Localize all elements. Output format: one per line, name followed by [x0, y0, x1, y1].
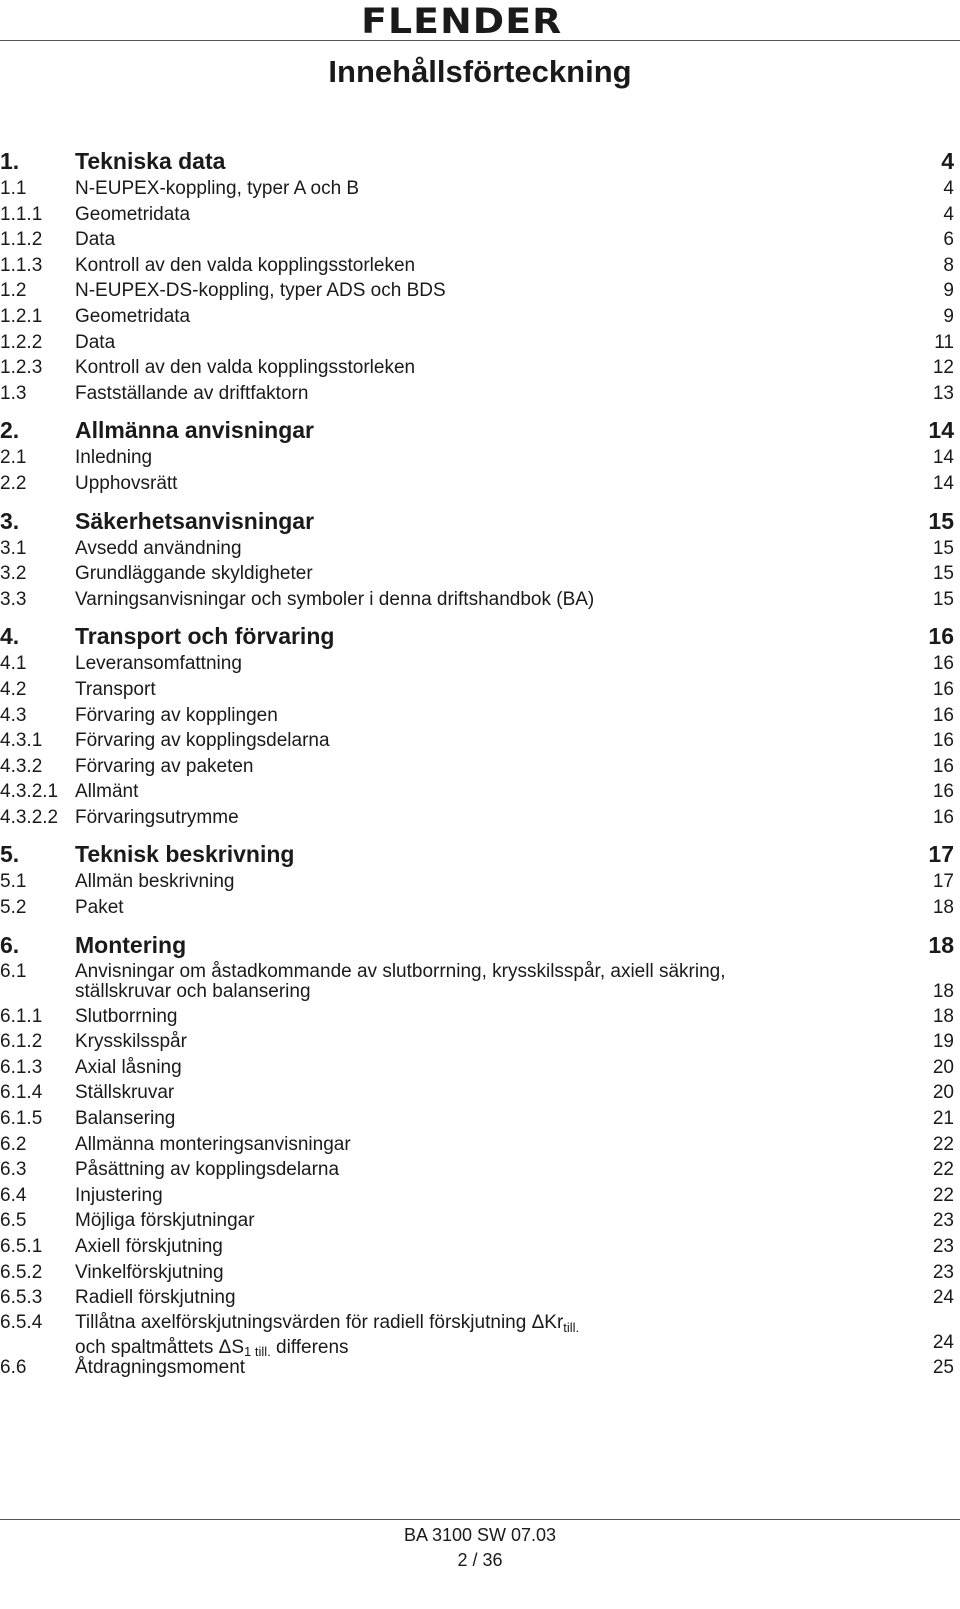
entry-page: 25 [932, 1356, 954, 1378]
section-title: Allmänna anvisningar [75, 417, 315, 444]
delta-kr-subscript: till. [563, 1319, 580, 1335]
header-rule [0, 40, 960, 41]
entry-title [75, 962, 726, 1002]
entry-page: 18 [932, 980, 954, 1002]
toc-entry[interactable] [0, 754, 960, 780]
entry-number: 1.1 [0, 178, 27, 199]
entry-number: 6.5.2 [0, 1261, 43, 1283]
entry-title-line1: Anvisningar om åstadkommande av slutborrning, krysskilsspår, axiell säkring, [75, 960, 726, 982]
entry-title: Balansering [75, 1108, 176, 1130]
entry-title-line2: och spaltmåttets [75, 1336, 219, 1358]
entry-title: Upphovsrätt [75, 472, 178, 494]
entry-number: 6.5.4 [0, 1311, 43, 1333]
toc-entry[interactable] [0, 278, 960, 304]
entry-title: Inledning [75, 447, 153, 469]
entry-number: 6.1.2 [0, 1031, 43, 1053]
toc-entry[interactable] [0, 703, 960, 729]
toc-entry[interactable] [0, 960, 960, 1004]
entry-page: 15 [932, 563, 954, 585]
entry-title: Slutborrning [75, 1005, 178, 1027]
entry-number: 4.3.2.1 [0, 781, 59, 803]
entry-page: 16 [932, 678, 954, 700]
entry-title: Grundläggande skyldigheter [75, 563, 313, 585]
toc-entry[interactable] [0, 1208, 960, 1234]
section-title: Montering [75, 931, 187, 958]
entry-title: Allmän beskrivning [75, 871, 235, 893]
entry-page: 24 [932, 1331, 954, 1353]
entry-title: Paket [75, 897, 124, 919]
entry-title-line1: Tillåtna axelförskjutningsvärden för radiell förskjutning [75, 1311, 532, 1333]
toc-entry[interactable] [0, 1055, 960, 1081]
toc-entry[interactable] [0, 330, 960, 356]
entry-page: 22 [932, 1133, 954, 1155]
delta-s-subscript: 1 till. [244, 1343, 271, 1359]
delta-kr-symbol: ΔKr [531, 1311, 564, 1333]
toc-section-heading[interactable] [0, 930, 960, 960]
entry-number: 1.1.3 [0, 254, 43, 276]
toc-section-heading[interactable] [0, 839, 960, 869]
entry-number: 1.2.1 [0, 305, 43, 327]
toc-entry[interactable] [0, 1234, 960, 1260]
toc-entry[interactable] [0, 1106, 960, 1132]
toc-entry[interactable] [0, 253, 960, 279]
section-page: 14 [928, 417, 954, 444]
toc-entry[interactable] [0, 536, 960, 562]
entry-page: 20 [932, 1056, 954, 1078]
entry-page: 22 [932, 1184, 954, 1206]
section-page: 16 [928, 623, 954, 650]
entry-number: 6.2 [0, 1133, 27, 1155]
entry-title: N-EUPEX-koppling, typer A och B [75, 178, 360, 199]
entry-title: Påsättning av kopplingsdelarna [75, 1159, 340, 1181]
entry-page: 11 [934, 331, 954, 353]
entry-title: N-EUPEX-DS-koppling, typer ADS och BDS [75, 280, 446, 302]
entry-title: Geometridata [75, 203, 191, 225]
footer-rule [0, 1519, 960, 1520]
toc-entry[interactable] [0, 587, 960, 613]
flender-logo: FLENDER [360, 2, 562, 42]
toc-entry[interactable] [0, 869, 960, 895]
toc-entry[interactable] [0, 805, 960, 831]
entry-title: Åtdragningsmoment [75, 1356, 246, 1378]
table-of-contents [0, 146, 960, 1389]
entry-title: Förvaring av paketen [75, 755, 254, 777]
entry-title: Allmänt [75, 781, 139, 803]
toc-entry[interactable] [0, 779, 960, 805]
entry-page: 16 [932, 755, 954, 777]
section-number: 5. [0, 841, 20, 868]
toc-entry[interactable] [0, 381, 960, 407]
entry-number: 1.3 [0, 382, 27, 404]
toc-entry[interactable] [0, 355, 960, 381]
entry-number: 2.2 [0, 472, 27, 494]
entry-number: 4.3.2.2 [0, 806, 59, 828]
entry-page: 24 [932, 1287, 954, 1309]
entry-number: 6.5.3 [0, 1287, 43, 1309]
toc-entry[interactable] [0, 1029, 960, 1055]
entry-page: 16 [932, 653, 954, 675]
entry-number: 6.1 [0, 960, 27, 982]
section-page: 15 [928, 507, 954, 534]
toc-entry[interactable] [0, 677, 960, 703]
entry-number: 3.2 [0, 563, 27, 585]
section-number: 2. [0, 417, 20, 444]
toc-entry[interactable] [0, 651, 960, 677]
section-page: 4 [941, 148, 954, 174]
toc-section [0, 839, 960, 920]
entry-title: Axiell förskjutning [75, 1236, 223, 1257]
entry-page: 4 [943, 203, 954, 225]
entry-number: 1.2.3 [0, 357, 43, 379]
entry-page: 16 [932, 730, 954, 752]
section-title: Teknisk beskrivning [75, 841, 295, 868]
entry-title: Kontroll av den valda kopplingsstorleken [75, 254, 416, 276]
entry-title: Data [75, 331, 116, 353]
section-number: 6. [0, 931, 20, 958]
entry-title: Radiell förskjutning [75, 1287, 236, 1309]
entry-number: 4.3.1 [0, 730, 43, 752]
toc-entry[interactable] [0, 1004, 960, 1030]
entry-title: Förvaringsutrymme [75, 806, 239, 828]
entry-page: 23 [932, 1236, 954, 1257]
entry-number: 1.2 [0, 280, 27, 302]
entry-page: 19 [932, 1031, 954, 1053]
entry-number: 6.4 [0, 1184, 27, 1206]
entry-page: 9 [943, 305, 954, 327]
entry-number: 6.1.1 [0, 1005, 43, 1027]
entry-number: 4.3 [0, 704, 27, 726]
entry-title: Varningsanvisningar och symboler i denna driftshandbok (BA) [75, 588, 595, 610]
toc-entry[interactable] [0, 202, 960, 228]
toc-entry[interactable] [0, 1260, 960, 1286]
toc-section-heading[interactable] [0, 415, 960, 445]
entry-page: 8 [943, 254, 954, 276]
toc-entry[interactable] [0, 304, 960, 330]
entry-page: 15 [932, 537, 954, 559]
toc-entry[interactable] [0, 1157, 960, 1183]
entry-number: 1.2.2 [0, 331, 43, 353]
delta-s-symbol: ΔS [218, 1336, 244, 1358]
entry-number: 6.5 [0, 1210, 27, 1232]
entry-title: Avsedd användning [75, 537, 242, 559]
toc-section [0, 146, 960, 406]
page-title: Innehållsförteckning [328, 54, 632, 89]
entry-page: 20 [932, 1082, 954, 1104]
section-title: Tekniska data [75, 148, 226, 174]
entry-title: Data [75, 229, 116, 251]
toc-section [0, 415, 960, 496]
entry-title: Vinkelförskjutning [75, 1261, 224, 1283]
entry-page: 16 [932, 781, 954, 803]
entry-title-line2: ställskruvar och balansering [75, 980, 311, 1002]
entry-page: 18 [932, 897, 954, 919]
section-number: 1. [0, 148, 20, 174]
entry-title-tail: differens [270, 1336, 349, 1358]
entry-number: 6.6 [0, 1356, 27, 1378]
entry-title: Ställskruvar [75, 1082, 175, 1104]
entry-title: Leveransomfattning [75, 653, 242, 675]
toc-entry[interactable] [0, 471, 960, 497]
entry-title: Injustering [75, 1184, 163, 1206]
entry-page: 15 [932, 588, 954, 610]
page-number: 2 / 36 [457, 1550, 503, 1570]
entry-number: 3.3 [0, 588, 27, 610]
entry-title: Fastställande av driftfaktorn [75, 382, 309, 404]
toc-entry[interactable] [0, 1355, 960, 1381]
toc-entry[interactable] [0, 1132, 960, 1158]
entry-title: Axial låsning [75, 1056, 182, 1078]
entry-number: 1.1.2 [0, 229, 43, 251]
toc-entry[interactable] [0, 1080, 960, 1106]
toc-entry[interactable] [0, 1183, 960, 1209]
section-number: 4. [0, 623, 20, 650]
entry-number: 1.1.1 [0, 203, 43, 225]
entry-page: 13 [932, 382, 954, 404]
toc-entry[interactable] [0, 895, 960, 921]
toc-entry[interactable] [0, 1311, 960, 1359]
entry-title: Geometridata [75, 305, 191, 327]
toc-entry[interactable] [0, 176, 960, 202]
entry-page: 16 [932, 704, 954, 726]
entry-page: 4 [943, 178, 954, 199]
entry-title: Förvaring av kopplingsdelarna [75, 730, 330, 752]
document-code: BA 3100 SW 07.03 [403, 1525, 557, 1545]
section-number: 3. [0, 507, 20, 534]
entry-number: 5.1 [0, 871, 27, 893]
entry-title: Krysskilsspår [75, 1031, 187, 1053]
section-title: Transport och förvaring [75, 623, 335, 650]
entry-page: 17 [932, 871, 954, 893]
section-title: Säkerhetsanvisningar [75, 507, 315, 534]
toc-section-heading[interactable] [0, 506, 960, 536]
toc-section-heading[interactable] [0, 621, 960, 651]
entry-page: 16 [932, 806, 954, 828]
entry-page: 21 [932, 1108, 954, 1130]
entry-number: 6.1.5 [0, 1108, 43, 1130]
entry-title: Allmänna monteringsanvisningar [75, 1133, 351, 1155]
entry-title: Transport [75, 678, 156, 700]
entry-number: 6.1.3 [0, 1056, 43, 1078]
entry-page: 23 [932, 1210, 954, 1232]
toc-entry[interactable] [0, 1285, 960, 1311]
entry-title: Möjliga förskjutningar [75, 1210, 255, 1232]
entry-page: 18 [932, 1005, 954, 1027]
entry-number: 4.2 [0, 678, 27, 700]
toc-section [0, 506, 960, 613]
section-page: 17 [928, 841, 954, 868]
toc-section [0, 930, 960, 1381]
entry-number: 6.5.1 [0, 1236, 43, 1257]
entry-title: Förvaring av kopplingen [75, 704, 278, 726]
section-page: 18 [928, 931, 954, 958]
entry-page: 6 [943, 229, 954, 251]
entry-page: 9 [943, 280, 954, 302]
toc-entry[interactable] [0, 728, 960, 754]
toc-entry[interactable] [0, 227, 960, 253]
entry-number: 5.2 [0, 897, 27, 919]
entry-page: 12 [932, 357, 954, 379]
entry-page: 23 [932, 1261, 954, 1283]
entry-number: 6.3 [0, 1159, 27, 1181]
page-footer [0, 1523, 960, 1573]
entry-number: 4.3.2 [0, 755, 43, 777]
toc-entry[interactable] [0, 561, 960, 587]
entry-number: 4.1 [0, 653, 27, 675]
entry-number: 3.1 [0, 537, 27, 559]
entry-page: 22 [932, 1159, 954, 1181]
entry-number: 2.1 [0, 447, 27, 469]
toc-section-heading[interactable] [0, 146, 960, 176]
toc-entry[interactable] [0, 445, 960, 471]
entry-number: 6.1.4 [0, 1082, 43, 1104]
toc-section [0, 621, 960, 830]
entry-page: 14 [932, 472, 954, 494]
entry-page: 14 [932, 447, 954, 469]
entry-title: Kontroll av den valda kopplingsstorleken [75, 357, 416, 379]
